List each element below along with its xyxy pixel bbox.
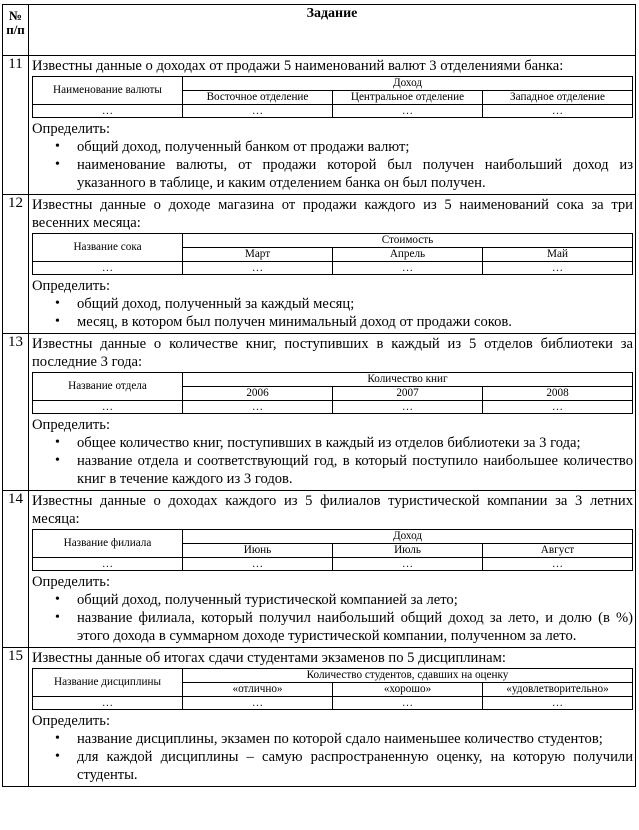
- determine-label: Определить:: [32, 574, 111, 590]
- bullet-item: [32, 452, 633, 488]
- header-row: [3, 5, 636, 56]
- ellipsis-cell: …: [33, 558, 183, 571]
- task-number: 14: [3, 491, 29, 648]
- header-task: Задание: [29, 5, 636, 56]
- bullet-item: [32, 591, 633, 609]
- bullet-text: наименование валюты, от продажи которой был получен наибольший доход из указанного в таблице, и каким отделением банка он был получен.: [77, 157, 633, 191]
- bullet-item: [32, 156, 633, 192]
- header-number: № п/п: [3, 5, 29, 56]
- ellipsis-cell: …: [483, 697, 633, 710]
- ellipsis-cell: …: [183, 262, 333, 275]
- task-cell: [29, 56, 636, 195]
- bullet-text: для каждой дисциплины – самую распространенную оценку, на которую получили студенты.: [77, 749, 633, 783]
- row-header: Название филиала: [33, 530, 183, 558]
- bullet-icon: •: [55, 314, 60, 329]
- bullet-item: [32, 313, 633, 331]
- task-cell: [29, 195, 636, 334]
- ellipsis-cell: …: [183, 401, 333, 414]
- bullet-icon: •: [55, 610, 60, 625]
- bullet-text: месяц, в котором был получен минимальный доход от продажи соков.: [77, 314, 512, 330]
- column-header: 2006: [183, 387, 333, 401]
- bullet-text: общее количество книг, поступивших в каждый из отделов библиотеки за 3 года;: [77, 435, 581, 451]
- ellipsis-cell: …: [33, 401, 183, 414]
- ellipsis-cell: …: [333, 262, 483, 275]
- bullet-text: общий доход, полученный туристической компанией за лето;: [77, 592, 458, 608]
- column-header: «хорошо»: [333, 683, 483, 697]
- task-intro: Известны данные о количестве книг, поступивших в каждый из 5 отделов библиотеки за последние 3 года:: [32, 336, 633, 370]
- column-header: 2007: [333, 387, 483, 401]
- task-row: [3, 491, 636, 648]
- task-intro: Известны данные об итогах сдачи студентами экзаменов по 5 дисциплинам:: [32, 650, 506, 666]
- bullet-text: название дисциплины, экзамен по которой сдало наименьшее количество студентов;: [77, 731, 603, 747]
- column-header: «отлично»: [183, 683, 333, 697]
- bullet-icon: •: [55, 592, 60, 607]
- column-header: Август: [483, 544, 633, 558]
- tasks-table: [2, 4, 636, 787]
- task-intro: Известны данные о доходе магазина от продажи каждого из 5 наименований сока за три весенних месяца:: [32, 197, 633, 231]
- row-header: Название сока: [33, 234, 183, 262]
- data-table: [32, 233, 633, 275]
- bullet-icon: •: [55, 749, 60, 764]
- column-group-header: Доход: [183, 530, 633, 544]
- column-header: Май: [483, 248, 633, 262]
- column-header: Июнь: [183, 544, 333, 558]
- column-header: Март: [183, 248, 333, 262]
- column-header: Центральное отделение: [333, 91, 483, 105]
- ellipsis-cell: …: [483, 105, 633, 118]
- column-group-header: Количество книг: [183, 373, 633, 387]
- task-cell: [29, 334, 636, 491]
- task-cell: [29, 491, 636, 648]
- column-header: Июль: [333, 544, 483, 558]
- bullet-list: [32, 434, 633, 488]
- bullet-item: [32, 434, 633, 452]
- task-row: [3, 56, 636, 195]
- determine-label: Определить:: [32, 713, 111, 729]
- bullet-list: [32, 730, 633, 784]
- determine-label: Определить:: [32, 417, 111, 433]
- bullet-icon: •: [55, 435, 60, 450]
- bullet-list: [32, 591, 633, 645]
- ellipsis-cell: …: [183, 697, 333, 710]
- ellipsis-cell: …: [183, 105, 333, 118]
- data-table: [32, 372, 633, 414]
- ellipsis-cell: …: [333, 558, 483, 571]
- task-intro: Известны данные о доходах каждого из 5 филиалов туристической компании за 3 летних месяца:: [32, 493, 633, 527]
- bullet-list: [32, 295, 633, 331]
- data-table: [32, 668, 633, 710]
- bullet-item: [32, 609, 633, 645]
- bullet-item: [32, 730, 633, 748]
- task-number: 13: [3, 334, 29, 491]
- column-header: Восточное отделение: [183, 91, 333, 105]
- ellipsis-cell: …: [33, 105, 183, 118]
- ellipsis-cell: …: [483, 262, 633, 275]
- bullet-icon: •: [55, 139, 60, 154]
- task-row: [3, 334, 636, 491]
- task-page: [2, 4, 636, 787]
- ellipsis-cell: …: [333, 105, 483, 118]
- bullet-list: [32, 138, 633, 192]
- determine-label: Определить:: [32, 121, 111, 137]
- ellipsis-cell: …: [333, 401, 483, 414]
- task-row: [3, 195, 636, 334]
- bullet-item: [32, 138, 633, 156]
- bullet-item: [32, 748, 633, 784]
- task-number: 15: [3, 648, 29, 787]
- data-table: [32, 76, 633, 118]
- task-intro: Известны данные о доходах от продажи 5 наименований валют 3 отделениями банка:: [32, 58, 564, 74]
- ellipsis-cell: …: [333, 697, 483, 710]
- ellipsis-cell: …: [183, 558, 333, 571]
- bullet-icon: •: [55, 157, 60, 172]
- row-header: Название дисциплины: [33, 669, 183, 697]
- ellipsis-cell: …: [33, 262, 183, 275]
- bullet-text: название отдела и соответствующий год, в который поступило наибольшее количество книг в течение каждого из 3 годов.: [77, 453, 633, 487]
- task-cell: [29, 648, 636, 787]
- data-table: [32, 529, 633, 571]
- task-row: [3, 648, 636, 787]
- ellipsis-cell: …: [483, 401, 633, 414]
- ellipsis-cell: …: [483, 558, 633, 571]
- row-header: Наименование валюты: [33, 77, 183, 105]
- bullet-item: [32, 295, 633, 313]
- determine-label: Определить:: [32, 278, 111, 294]
- column-group-header: Стоимость: [183, 234, 633, 248]
- column-group-header: Доход: [183, 77, 633, 91]
- task-number: 11: [3, 56, 29, 195]
- bullet-icon: •: [55, 731, 60, 746]
- column-header: «удовлетворительно»: [483, 683, 633, 697]
- bullet-text: общий доход, полученный банком от продажи валют;: [77, 139, 410, 155]
- ellipsis-cell: …: [33, 697, 183, 710]
- task-number: 12: [3, 195, 29, 334]
- column-group-header: Количество студентов, сдавших на оценку: [183, 669, 633, 683]
- column-header: Апрель: [333, 248, 483, 262]
- bullet-icon: •: [55, 453, 60, 468]
- column-header: Западное отделение: [483, 91, 633, 105]
- column-header: 2008: [483, 387, 633, 401]
- bullet-icon: •: [55, 296, 60, 311]
- bullet-text: название филиала, который получил наибольший общий доход за лето, и долю (в %) этого дохода в суммарном доходе туристической компании, полученном за лето.: [77, 610, 633, 644]
- row-header: Название отдела: [33, 373, 183, 401]
- bullet-text: общий доход, полученный за каждый месяц;: [77, 296, 355, 312]
